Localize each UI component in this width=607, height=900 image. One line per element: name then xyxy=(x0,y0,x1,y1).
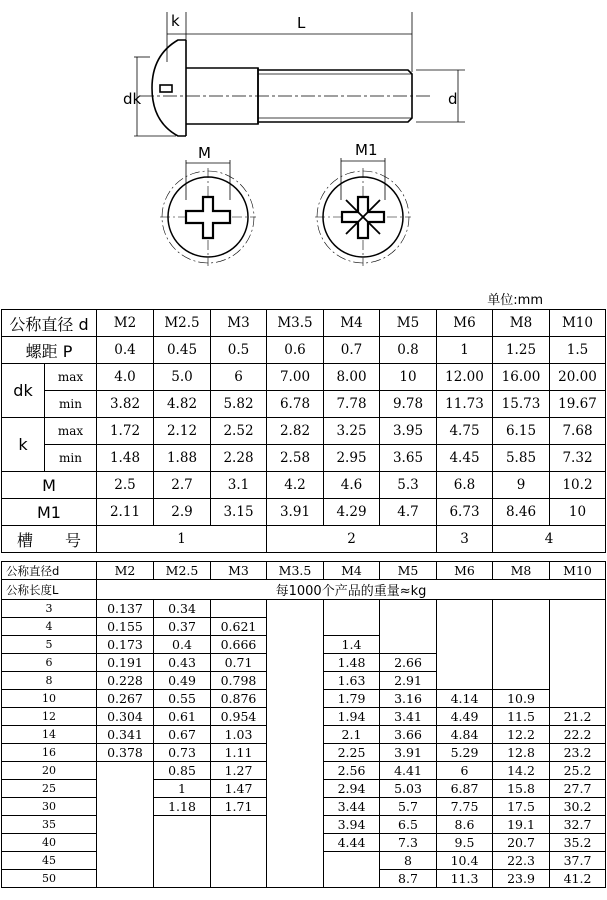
pitch-cell: 0.6 xyxy=(267,337,324,364)
weight-cell xyxy=(493,636,550,654)
dim-L-label: L xyxy=(297,14,306,32)
weight-cell: 6 xyxy=(437,762,493,780)
weight-cell: 2.25 xyxy=(324,744,380,762)
weight-cell: 17.5 xyxy=(493,798,550,816)
slot-cell: 1 xyxy=(97,526,267,553)
weight-cell xyxy=(550,690,606,708)
weight-cell: 10.4 xyxy=(437,852,493,870)
length-cell: 50 xyxy=(2,870,97,888)
weight-cell xyxy=(211,852,267,870)
pitch-cell: 1.5 xyxy=(550,337,606,364)
weight-cell: 11.3 xyxy=(437,870,493,888)
weight-cell: 1.63 xyxy=(324,672,380,690)
weight-cell: 0.67 xyxy=(154,726,211,744)
dk-min-cell: 6.78 xyxy=(267,391,324,418)
length-cell: 35 xyxy=(2,816,97,834)
weight-size-cell: M4 xyxy=(324,562,380,580)
weight-cell xyxy=(154,816,211,834)
dk-min-cell: 5.82 xyxy=(211,391,267,418)
weight-row xyxy=(2,798,606,816)
weight-cell: 6.5 xyxy=(380,816,437,834)
weight-cell: 37.7 xyxy=(550,852,606,870)
k-max-cell: 2.52 xyxy=(211,418,267,445)
pitch-cell: 0.45 xyxy=(154,337,211,364)
weight-cell xyxy=(267,816,324,834)
weight-cell: 11.5 xyxy=(493,708,550,726)
k-max-cell: 3.25 xyxy=(324,418,380,445)
weight-row xyxy=(2,744,606,762)
weight-cell: 10.9 xyxy=(493,690,550,708)
weight-table xyxy=(1,561,606,888)
k-min-row xyxy=(2,445,606,472)
dk-max-cell: 6 xyxy=(211,364,267,391)
weight-cell: 0.304 xyxy=(97,708,154,726)
m1-cell: 3.15 xyxy=(211,499,267,526)
slot-cell: 4 xyxy=(493,526,606,553)
weight-cell: 25.2 xyxy=(550,762,606,780)
weight-cell: 0.49 xyxy=(154,672,211,690)
weight-cell: 4.49 xyxy=(437,708,493,726)
weight-cell xyxy=(324,870,380,888)
weight-cell xyxy=(211,816,267,834)
length-cell: 20 xyxy=(2,762,97,780)
weight-size-header-row xyxy=(2,562,606,580)
slot-row xyxy=(2,526,606,553)
k-max-cell: 1.72 xyxy=(97,418,154,445)
size-cell: M2.5 xyxy=(154,310,211,337)
weight-cell: 0.137 xyxy=(97,600,154,618)
screw-drawing xyxy=(0,0,607,290)
size-cell: M4 xyxy=(324,310,380,337)
m1-row xyxy=(2,499,606,526)
weight-caption: 每1000个产品的重量≈kg xyxy=(97,580,606,600)
weight-cell: 0.173 xyxy=(97,636,154,654)
weight-row xyxy=(2,852,606,870)
size-header-row xyxy=(2,310,606,337)
weight-caption-row xyxy=(2,580,606,600)
weight-row xyxy=(2,600,606,618)
dk-min-cell: 3.82 xyxy=(97,391,154,418)
m1-cell: 6.73 xyxy=(437,499,493,526)
dim-dk-label: dk xyxy=(123,90,142,108)
weight-cell xyxy=(550,636,606,654)
weight-cell xyxy=(324,852,380,870)
m1-cell: 4.7 xyxy=(380,499,437,526)
weight-cell xyxy=(437,636,493,654)
weight-size-cell: M8 xyxy=(493,562,550,580)
weight-cell: 4.14 xyxy=(437,690,493,708)
weight-cell xyxy=(267,798,324,816)
length-cell: 10 xyxy=(2,690,97,708)
length-cell: 8 xyxy=(2,672,97,690)
weight-cell: 0.267 xyxy=(97,690,154,708)
weight-cell: 1.11 xyxy=(211,744,267,762)
weight-cell: 27.7 xyxy=(550,780,606,798)
weight-row xyxy=(2,726,606,744)
dim-d-label: d xyxy=(448,90,458,108)
weight-cell xyxy=(267,744,324,762)
weight-cell: 22.2 xyxy=(550,726,606,744)
weight-size-cell: M6 xyxy=(437,562,493,580)
m1-cell: 2.9 xyxy=(154,499,211,526)
weight-cell: 0.228 xyxy=(97,672,154,690)
weight-cell xyxy=(267,852,324,870)
k-min-cell: 2.95 xyxy=(324,445,380,472)
weight-cell: 23.2 xyxy=(550,744,606,762)
weight-cell: 1.94 xyxy=(324,708,380,726)
weight-row xyxy=(2,834,606,852)
m-cell: 3.1 xyxy=(211,472,267,499)
dk-min-row xyxy=(2,391,606,418)
weight-cell xyxy=(493,654,550,672)
pitch-cell: 0.7 xyxy=(324,337,380,364)
weight-cell xyxy=(550,600,606,618)
weight-cell xyxy=(550,618,606,636)
m-cell: 9 xyxy=(493,472,550,499)
weight-cell: 2.91 xyxy=(380,672,437,690)
pitch-label: 螺距 P xyxy=(2,337,97,364)
weight-row xyxy=(2,780,606,798)
weight-cell xyxy=(267,708,324,726)
weight-cell xyxy=(267,636,324,654)
weight-cell: 1.27 xyxy=(211,762,267,780)
weight-row xyxy=(2,618,606,636)
pitch-cell: 1.25 xyxy=(493,337,550,364)
m-cell: 2.5 xyxy=(97,472,154,499)
max-label: max xyxy=(45,364,97,391)
weight-cell: 23.9 xyxy=(493,870,550,888)
length-cell: 45 xyxy=(2,852,97,870)
k-max-cell: 4.75 xyxy=(437,418,493,445)
weight-cell xyxy=(267,672,324,690)
weight-cell xyxy=(97,852,154,870)
weight-cell xyxy=(380,600,437,618)
k-max-cell: 3.95 xyxy=(380,418,437,445)
weight-cell: 1.4 xyxy=(324,636,380,654)
weight-cell: 0.43 xyxy=(154,654,211,672)
weight-cell: 4.84 xyxy=(437,726,493,744)
weight-cell: 0.37 xyxy=(154,618,211,636)
weight-cell: 2.1 xyxy=(324,726,380,744)
weight-cell xyxy=(267,780,324,798)
dk-min-cell: 19.67 xyxy=(550,391,606,418)
weight-size-cell: M3.5 xyxy=(267,562,324,580)
weight-cell: 14.2 xyxy=(493,762,550,780)
dk-max-cell: 7.00 xyxy=(267,364,324,391)
weight-cell: 30.2 xyxy=(550,798,606,816)
weight-cell: 0.876 xyxy=(211,690,267,708)
weight-cell: 0.191 xyxy=(97,654,154,672)
weight-cell xyxy=(380,636,437,654)
slot-label: 槽 号 xyxy=(2,526,97,553)
pitch-cell: 0.5 xyxy=(211,337,267,364)
weight-cell: 1 xyxy=(154,780,211,798)
size-cell: M5 xyxy=(380,310,437,337)
k-min-cell: 1.48 xyxy=(97,445,154,472)
m-cell: 10.2 xyxy=(550,472,606,499)
weight-cell: 8.6 xyxy=(437,816,493,834)
dk-min-cell: 11.73 xyxy=(437,391,493,418)
weight-cell: 3.66 xyxy=(380,726,437,744)
dk-max-row xyxy=(2,364,606,391)
m1-cell: 3.91 xyxy=(267,499,324,526)
dk-max-cell: 5.0 xyxy=(154,364,211,391)
weight-cell: 1.03 xyxy=(211,726,267,744)
m-cell: 2.7 xyxy=(154,472,211,499)
weight-cell xyxy=(211,870,267,888)
weight-size-cell: M10 xyxy=(550,562,606,580)
length-cell: 4 xyxy=(2,618,97,636)
weight-cell: 0.798 xyxy=(211,672,267,690)
weight-cell: 0.85 xyxy=(154,762,211,780)
dk-min-cell: 15.73 xyxy=(493,391,550,418)
weight-cell: 0.34 xyxy=(154,600,211,618)
weight-cell: 22.3 xyxy=(493,852,550,870)
weight-nominal-diameter-label: 公称直径d xyxy=(2,562,97,580)
weight-cell xyxy=(154,852,211,870)
dk-min-cell: 4.82 xyxy=(154,391,211,418)
weight-cell xyxy=(267,690,324,708)
weight-cell: 1.47 xyxy=(211,780,267,798)
weight-cell: 3.44 xyxy=(324,798,380,816)
weight-cell xyxy=(97,834,154,852)
weight-cell: 0.341 xyxy=(97,726,154,744)
m-cell: 4.2 xyxy=(267,472,324,499)
slot-cell: 3 xyxy=(437,526,493,553)
unit-label: 单位:mm xyxy=(487,293,543,308)
k-label: k xyxy=(2,418,45,472)
dk-max-cell: 4.0 xyxy=(97,364,154,391)
m1-cell: 8.46 xyxy=(493,499,550,526)
weight-row xyxy=(2,690,606,708)
weight-cell xyxy=(380,618,437,636)
weight-cell: 12.2 xyxy=(493,726,550,744)
length-cell: 6 xyxy=(2,654,97,672)
pitch-row xyxy=(2,337,606,364)
size-cell: M3 xyxy=(211,310,267,337)
m1-cell: 10 xyxy=(550,499,606,526)
weight-cell xyxy=(267,654,324,672)
dim-M1-label: M1 xyxy=(355,141,378,159)
length-cell: 40 xyxy=(2,834,97,852)
weight-cell: 1.71 xyxy=(211,798,267,816)
weight-cell: 0.155 xyxy=(97,618,154,636)
dk-label: dk xyxy=(2,364,45,418)
nominal-length-label: 公称长度L xyxy=(2,580,97,600)
k-max-cell: 2.12 xyxy=(154,418,211,445)
length-cell: 12 xyxy=(2,708,97,726)
dk-max-cell: 10 xyxy=(380,364,437,391)
weight-cell: 3.16 xyxy=(380,690,437,708)
weight-cell: 1.18 xyxy=(154,798,211,816)
weight-row xyxy=(2,870,606,888)
weight-cell: 0.4 xyxy=(154,636,211,654)
k-max-row xyxy=(2,418,606,445)
weight-cell: 0.73 xyxy=(154,744,211,762)
weight-row xyxy=(2,762,606,780)
weight-cell: 8.7 xyxy=(380,870,437,888)
weight-cell xyxy=(211,834,267,852)
m-cell: 6.8 xyxy=(437,472,493,499)
weight-cell: 6.87 xyxy=(437,780,493,798)
weight-cell: 0.61 xyxy=(154,708,211,726)
weight-cell xyxy=(267,834,324,852)
k-max-cell: 2.82 xyxy=(267,418,324,445)
size-cell: M3.5 xyxy=(267,310,324,337)
weight-cell xyxy=(267,762,324,780)
dk-max-cell: 16.00 xyxy=(493,364,550,391)
weight-cell xyxy=(437,672,493,690)
size-cell: M6 xyxy=(437,310,493,337)
m-cell: 5.3 xyxy=(380,472,437,499)
weight-size-cell: M2.5 xyxy=(154,562,211,580)
k-max-cell: 6.15 xyxy=(493,418,550,445)
dk-min-cell: 7.78 xyxy=(324,391,380,418)
weight-cell xyxy=(437,600,493,618)
k-min-cell: 2.58 xyxy=(267,445,324,472)
weight-cell xyxy=(97,816,154,834)
weight-size-cell: M3 xyxy=(211,562,267,580)
k-min-cell: 1.88 xyxy=(154,445,211,472)
weight-cell xyxy=(493,672,550,690)
m1-cell: 2.11 xyxy=(97,499,154,526)
weight-cell: 32.7 xyxy=(550,816,606,834)
weight-cell: 4.41 xyxy=(380,762,437,780)
dim-M-label: M xyxy=(198,144,211,162)
weight-cell xyxy=(437,654,493,672)
weight-cell: 0.55 xyxy=(154,690,211,708)
weight-row xyxy=(2,816,606,834)
m-row xyxy=(2,472,606,499)
length-cell: 25 xyxy=(2,780,97,798)
weight-cell: 9.5 xyxy=(437,834,493,852)
weight-cell xyxy=(267,726,324,744)
weight-cell: 8 xyxy=(380,852,437,870)
pitch-cell: 0.4 xyxy=(97,337,154,364)
weight-cell: 35.2 xyxy=(550,834,606,852)
length-cell: 16 xyxy=(2,744,97,762)
weight-cell: 1.79 xyxy=(324,690,380,708)
weight-cell: 21.2 xyxy=(550,708,606,726)
m-label: M xyxy=(2,472,97,499)
weight-cell: 20.7 xyxy=(493,834,550,852)
size-cell: M10 xyxy=(550,310,606,337)
weight-cell xyxy=(267,870,324,888)
weight-cell xyxy=(97,780,154,798)
weight-cell xyxy=(324,618,380,636)
m-cell: 4.6 xyxy=(324,472,380,499)
weight-cell: 0.378 xyxy=(97,744,154,762)
min-label: min xyxy=(45,391,97,418)
weight-cell: 1.48 xyxy=(324,654,380,672)
weight-cell xyxy=(211,600,267,618)
length-cell: 30 xyxy=(2,798,97,816)
pitch-cell: 0.8 xyxy=(380,337,437,364)
pitch-cell: 1 xyxy=(437,337,493,364)
weight-cell xyxy=(154,870,211,888)
k-max-cell: 7.68 xyxy=(550,418,606,445)
weight-cell xyxy=(437,618,493,636)
m1-label: M1 xyxy=(2,499,97,526)
weight-cell: 2.56 xyxy=(324,762,380,780)
weight-cell xyxy=(493,600,550,618)
dk-max-cell: 12.00 xyxy=(437,364,493,391)
weight-cell: 3.41 xyxy=(380,708,437,726)
size-cell: M8 xyxy=(493,310,550,337)
k-min-cell: 2.28 xyxy=(211,445,267,472)
weight-cell: 5.03 xyxy=(380,780,437,798)
weight-cell: 0.621 xyxy=(211,618,267,636)
length-cell: 14 xyxy=(2,726,97,744)
weight-cell: 3.94 xyxy=(324,816,380,834)
weight-cell xyxy=(550,654,606,672)
weight-row xyxy=(2,636,606,654)
weight-cell: 41.2 xyxy=(550,870,606,888)
weight-cell xyxy=(324,600,380,618)
dk-max-cell: 20.00 xyxy=(550,364,606,391)
weight-cell: 0.71 xyxy=(211,654,267,672)
size-cell: M2 xyxy=(97,310,154,337)
nominal-diameter-label: 公称直径 d xyxy=(2,310,97,337)
weight-cell: 3.91 xyxy=(380,744,437,762)
weight-size-cell: M5 xyxy=(380,562,437,580)
weight-row xyxy=(2,672,606,690)
weight-cell: 7.3 xyxy=(380,834,437,852)
weight-cell xyxy=(550,672,606,690)
weight-cell: 0.954 xyxy=(211,708,267,726)
k-min-cell: 5.85 xyxy=(493,445,550,472)
dimension-table xyxy=(1,309,606,553)
weight-size-cell: M2 xyxy=(97,562,154,580)
weight-cell: 5.7 xyxy=(380,798,437,816)
weight-cell: 4.44 xyxy=(324,834,380,852)
weight-cell: 2.94 xyxy=(324,780,380,798)
m1-cell: 4.29 xyxy=(324,499,380,526)
k-min-cell: 3.65 xyxy=(380,445,437,472)
weight-cell xyxy=(267,600,324,618)
weight-cell xyxy=(154,834,211,852)
weight-cell: 0.666 xyxy=(211,636,267,654)
weight-cell xyxy=(97,870,154,888)
dim-k-label: k xyxy=(171,12,180,30)
weight-cell: 7.75 xyxy=(437,798,493,816)
weight-cell xyxy=(97,762,154,780)
weight-cell xyxy=(267,618,324,636)
weight-row xyxy=(2,654,606,672)
weight-cell: 5.29 xyxy=(437,744,493,762)
length-cell: 5 xyxy=(2,636,97,654)
max-label: max xyxy=(45,418,97,445)
weight-cell xyxy=(97,798,154,816)
weight-cell: 19.1 xyxy=(493,816,550,834)
weight-cell: 12.8 xyxy=(493,744,550,762)
length-cell: 3 xyxy=(2,600,97,618)
weight-row xyxy=(2,708,606,726)
k-min-cell: 4.45 xyxy=(437,445,493,472)
weight-cell xyxy=(493,618,550,636)
k-min-cell: 7.32 xyxy=(550,445,606,472)
dk-min-cell: 9.78 xyxy=(380,391,437,418)
weight-cell: 2.66 xyxy=(380,654,437,672)
slot-cell: 2 xyxy=(267,526,437,553)
min-label: min xyxy=(45,445,97,472)
weight-cell: 15.8 xyxy=(493,780,550,798)
dk-max-cell: 8.00 xyxy=(324,364,380,391)
